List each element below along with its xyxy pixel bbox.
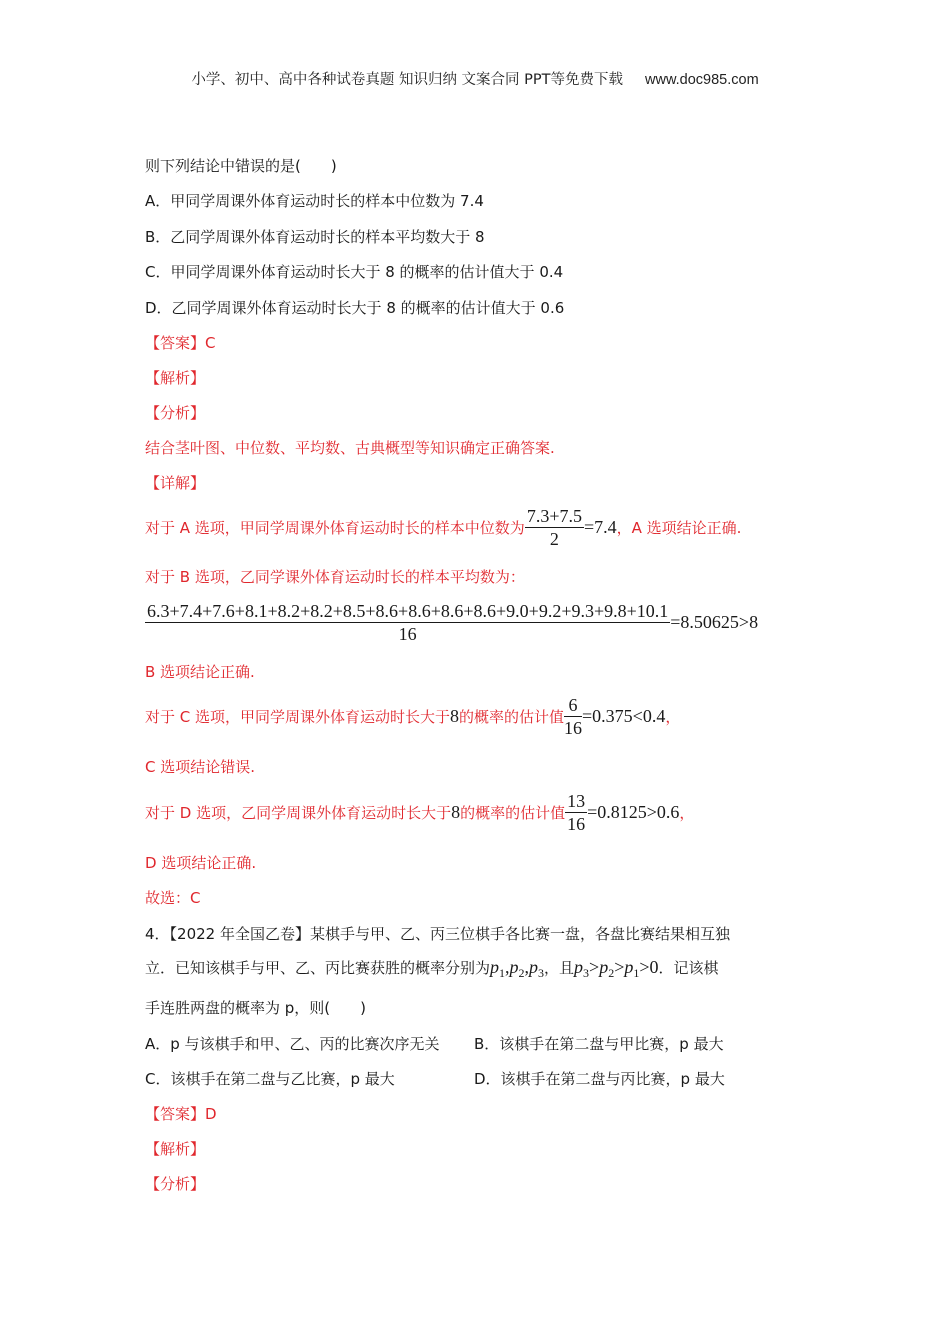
q4-stem-line1: 4．【2022 年全国乙卷】某棋手与甲、乙、丙三位棋手各比赛一盘，各盘比赛结果相互独 (145, 925, 730, 943)
q3-final-choice: 故选：C (145, 889, 201, 907)
q3-solution-c (145, 694, 680, 739)
sub-2: 2 (608, 966, 615, 980)
header-url[interactable]: www.doc985.com (645, 72, 759, 88)
gt: > (589, 957, 600, 977)
q3-jiexi-label: 【解析】 (145, 369, 206, 387)
solution-d-comma: ， (679, 804, 695, 822)
sub-3: 3 (538, 966, 545, 980)
solution-d-result: =0.8125>0.6 (587, 802, 680, 822)
solution-d-eight: 8 (451, 802, 461, 822)
page-header (0, 68, 950, 89)
q3-solution-b-conclusion: B 选项结论正确. (145, 663, 255, 681)
sub-3: 3 (583, 966, 590, 980)
fraction-prob-c (564, 694, 582, 739)
prob-p: p (509, 957, 519, 977)
prob-p: p (599, 957, 609, 977)
q3-mean-formula (145, 600, 758, 645)
fraction-numerator: 6.3+7.4+7.6+8.1+8.2+8.2+8.5+8.6+8.6+8.6+8.6+9.0+9.2+9.3+9.8+10.1 (147, 601, 669, 621)
q3-stem: 则下列结论中错误的是( ) (145, 157, 337, 175)
fraction-numerator: 13 (567, 791, 586, 811)
answer-label: 【答案】 (145, 334, 206, 352)
mean-result: =8.50625>8 (670, 612, 759, 632)
sub-1: 1 (499, 966, 506, 980)
prob-p: p (624, 957, 634, 977)
solution-d-mid: 的概率的估计值 (460, 804, 566, 822)
comma: , (505, 957, 510, 977)
solution-c-eight: 8 (450, 706, 460, 726)
zero: 0 (649, 957, 659, 977)
prob-p: p (574, 957, 584, 977)
q4-option-d: D．该棋手在第二盘与丙比赛，p 最大 (474, 1070, 725, 1088)
answer-value: C (205, 334, 216, 352)
q4-stem-line3: 手连胜两盘的概率为 p，则( ) (145, 999, 366, 1017)
sub-1: 1 (633, 966, 640, 980)
q3-option-b: B．乙同学周课外体育运动时长的样本平均数大于 8 (145, 228, 485, 246)
q3-solution-d-conclusion: D 选项结论正确. (145, 854, 257, 872)
fraction-mean (145, 600, 670, 645)
q3-xiangjie-label: 【详解】 (145, 474, 206, 492)
sub-2: 2 (518, 966, 525, 980)
q3-fenxi-text: 结合茎叶图、中位数、平均数、古典概型等知识确定正确答案. (145, 439, 555, 457)
solution-c-comma: ， (665, 708, 681, 726)
solution-a-result: =7.4 (583, 517, 617, 537)
q4-line2-post: ．记该棋 (658, 959, 719, 977)
fraction-numerator: 7.3+7.5 (526, 506, 582, 526)
q3-fenxi-label: 【分析】 (145, 404, 206, 422)
q4-stem-line2 (145, 957, 719, 981)
solution-c-mid: 的概率的估计值 (459, 708, 565, 726)
q3-option-c: C．甲同学周课外体育运动时长大于 8 的概率的估计值大于 0.4 (145, 263, 564, 281)
q3-solution-b-intro: 对于 B 选项，乙同学课外体育运动时长的样本平均数为： (145, 568, 525, 586)
q3-option-d: D．乙同学周课外体育运动时长大于 8 的概率的估计值大于 0.6 (145, 299, 565, 317)
solution-c-result: =0.375<0.4 (582, 706, 666, 726)
prob-p: p (490, 957, 500, 977)
answer-value: D (205, 1105, 217, 1123)
solution-c-text: 对于 C 选项，甲同学周课外体育运动时长大于 (145, 708, 451, 726)
solution-d-text: 对于 D 选项，乙同学周课外体育运动时长大于 (145, 804, 452, 822)
fraction-denominator: 16 (398, 624, 417, 644)
comma: , (524, 957, 530, 977)
gt: > (639, 957, 650, 977)
prob-p: p (529, 957, 539, 977)
fraction-numerator: 6 (564, 694, 582, 717)
q4-option-c: C．该棋手在第二盘与乙比赛，p 最大 (145, 1070, 395, 1088)
solution-a-conclusion: ，A 选项结论正确. (616, 519, 742, 537)
fraction-median (525, 505, 584, 550)
q3-solution-c-conclusion: C 选项结论错误. (145, 758, 256, 776)
q4-fenxi-label: 【分析】 (145, 1175, 206, 1193)
q3-option-a: A．甲同学周课外体育运动时长的样本中位数为 7.4 (145, 192, 484, 210)
fraction-denominator: 2 (549, 529, 559, 549)
answer-label: 【答案】 (145, 1105, 206, 1123)
header-text: 小学、初中、高中各种试卷真题 知识归纳 文案合同 PPT等免费下载 (191, 72, 624, 88)
q4-line2-text: 立．已知该棋手与甲、乙、丙比赛获胜的概率分别为 (145, 959, 491, 977)
q3-solution-d (145, 790, 694, 835)
q4-jiexi-label: 【解析】 (145, 1140, 206, 1158)
fraction-prob-d (565, 790, 587, 835)
q4-answer (145, 1103, 217, 1124)
q4-option-b: B．该棋手在第二盘与甲比赛，p 最大 (474, 1035, 724, 1053)
q3-solution-a (145, 505, 741, 550)
gt: > (614, 957, 625, 977)
fraction-denominator: 16 (564, 718, 583, 738)
q4-option-a: A．p 与该棋手和甲、乙、丙的比赛次序无关 (145, 1035, 440, 1053)
solution-a-text: 对于 A 选项，甲同学周课外体育运动时长的样本中位数为 (145, 519, 525, 537)
fraction-denominator: 16 (567, 814, 586, 834)
q3-answer (145, 332, 216, 353)
q4-line2-mid: ，且 (544, 959, 575, 977)
